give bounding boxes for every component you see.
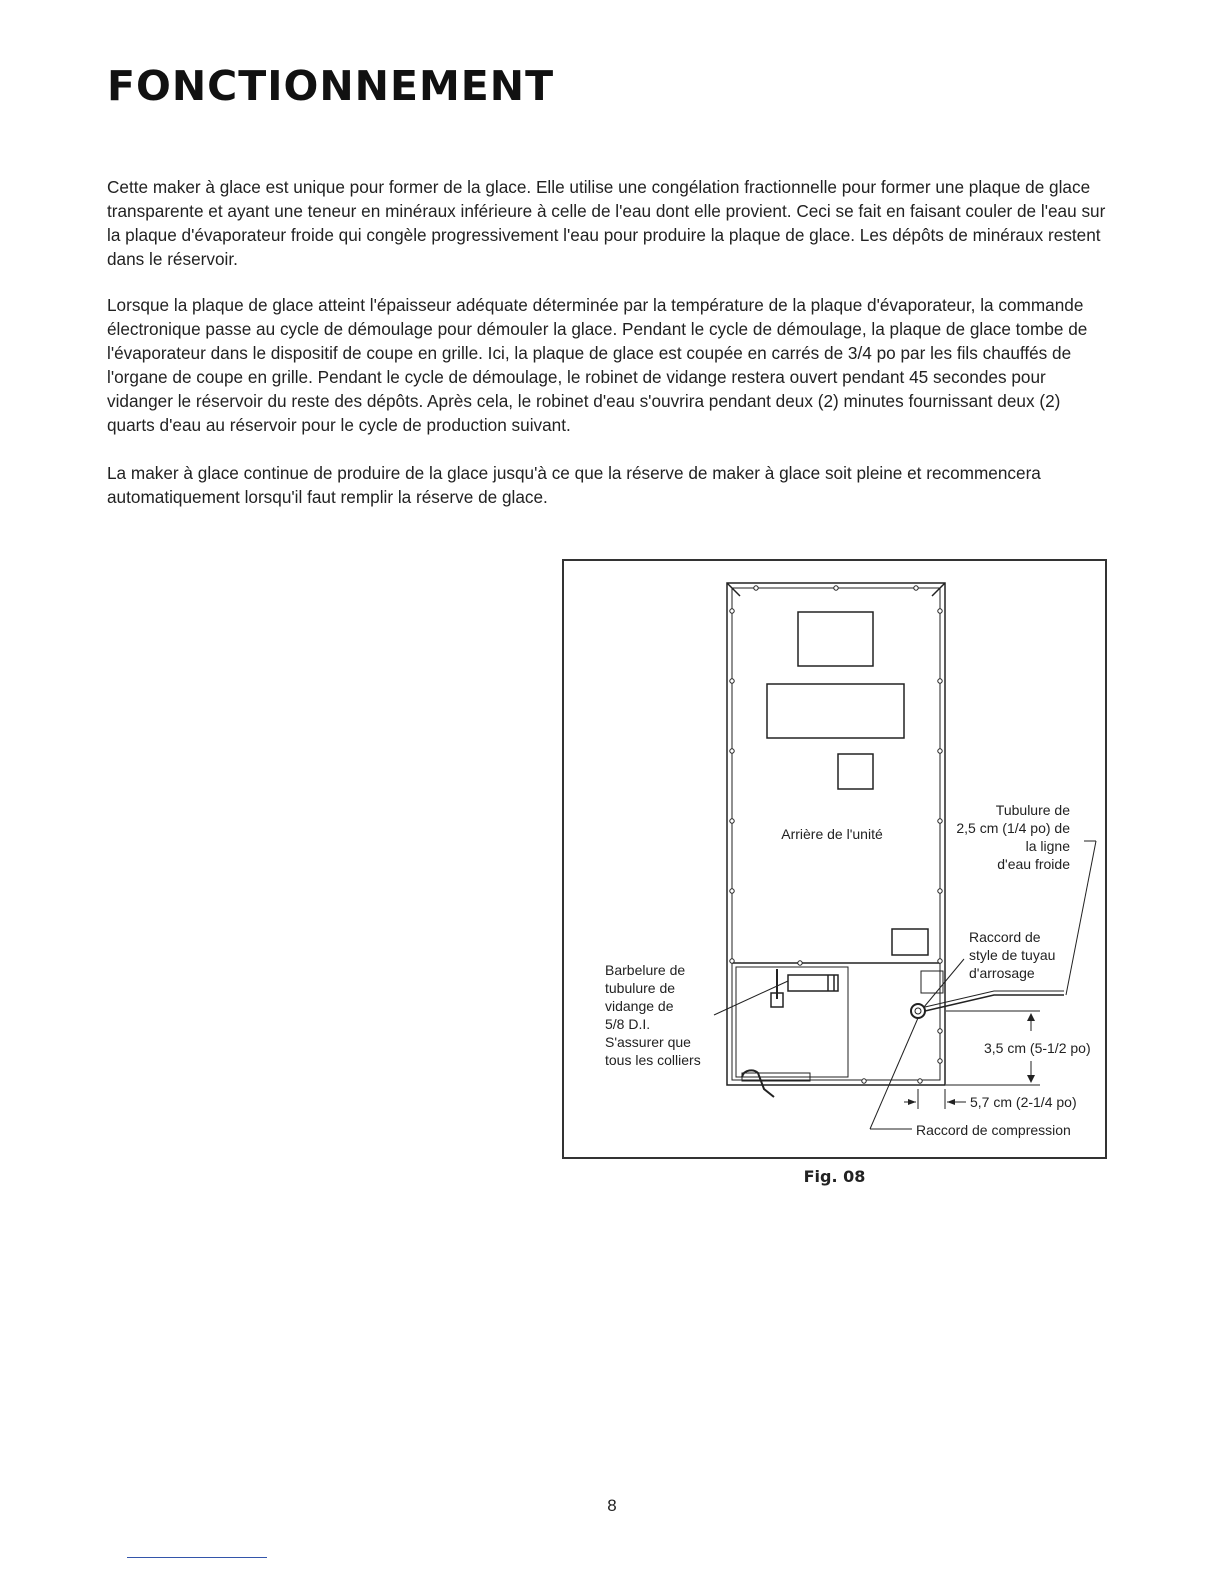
svg-text:d'eau froide: d'eau froide: [997, 856, 1070, 872]
small-panel: [838, 754, 873, 789]
svg-text:tous les colliers: tous les colliers: [605, 1052, 701, 1068]
svg-text:S'assurer que: S'assurer que: [605, 1034, 691, 1050]
unit-back-diagram: [564, 561, 1105, 1157]
middle-panel: [767, 684, 904, 738]
compression-fitting-label: Raccord de compression: [916, 1122, 1071, 1138]
hose-fitting-label: [969, 929, 1055, 981]
svg-text:Tubulure de: Tubulure de: [995, 802, 1070, 818]
compression-fitting: [911, 1004, 925, 1018]
footer-rule: [127, 1557, 267, 1558]
svg-text:5/8 D.I.: 5/8 D.I.: [605, 1016, 651, 1032]
svg-text:style de tuyau: style de tuyau: [969, 947, 1056, 963]
paragraph-continuous-production: La maker à glace continue de produire de la glace jusqu'à ce que la réserve de maker à glace soit pleine et recommencera automatiquement lorsqu'il faut remplir la réserve de glace.: [107, 463, 1041, 507]
svg-text:2,5 cm (1/4 po) de: 2,5 cm (1/4 po) de: [956, 820, 1070, 836]
drain-barb: [788, 975, 838, 991]
svg-text:Raccord de: Raccord de: [969, 929, 1041, 945]
svg-text:tubulure de: tubulure de: [605, 980, 676, 996]
svg-text:la ligne: la ligne: [1025, 838, 1070, 854]
drain-barb-label: [605, 962, 701, 1068]
paragraph-harvest-cycle: Lorsque la plaque de glace atteint l'épaisseur adéquate déterminée par la température de la plaque d'évaporateur, la commande électronique passe au cycle de démoulage pour démouler la glace. Pendant le cycle de démoulage, la plaque de glace tombe de l'évaporateur dans le dispositif de coupe en grille. Ici, la plaque de glace est coupée en carrés de 3/4 po par les fils chauffés de l'organe de coupe en grille. Pendant le cycle de démoulage, le robinet de vidange restera ouvert pendant 45 secondes pour vidanger le réservoir du reste des dépôts. Après cela, le robinet d'eau s'ouvrira pendant deux (2) minutes fournissant deux (2) quarts d'eau au réservoir pour le cycle de production suivant.: [107, 295, 1088, 435]
drain-compartment: [736, 967, 848, 1077]
figure-caption: Fig. 08: [803, 1167, 866, 1186]
svg-text:Barbelure de: Barbelure de: [605, 962, 686, 978]
horizontal-dimension-label: 5,7 cm (2-1/4 po): [970, 1094, 1077, 1110]
svg-text:d'arrosage: d'arrosage: [969, 965, 1035, 981]
back-of-unit-label: Arrière de l'unité: [781, 826, 883, 842]
upper-panel: [798, 612, 873, 666]
page-title: FONCTIONNEMENT: [107, 62, 555, 110]
figure-frame: [562, 559, 1107, 1159]
water-line-label: [956, 802, 1070, 872]
paragraph-intro: Cette maker à glace est unique pour former de la glace. Elle utilise une congélation fractionnelle pour former une plaque de glace transparente et ayant une teneur en minéraux inférieure à celle de l'eau dont elle provient. Ceci se fait en faisant couler de l'eau sur la plaque d'évaporateur froide qui congèle progressivement l'eau pour produire la plaque de glace. Les dépôts de minéraux restent dans le réservoir.: [107, 177, 1106, 269]
page-number: 8: [607, 1496, 617, 1515]
vertical-dimension-label: 3,5 cm (5-1/2 po): [984, 1040, 1091, 1056]
svg-text:vidange de: vidange de: [605, 998, 674, 1014]
access-panel: [892, 929, 928, 955]
